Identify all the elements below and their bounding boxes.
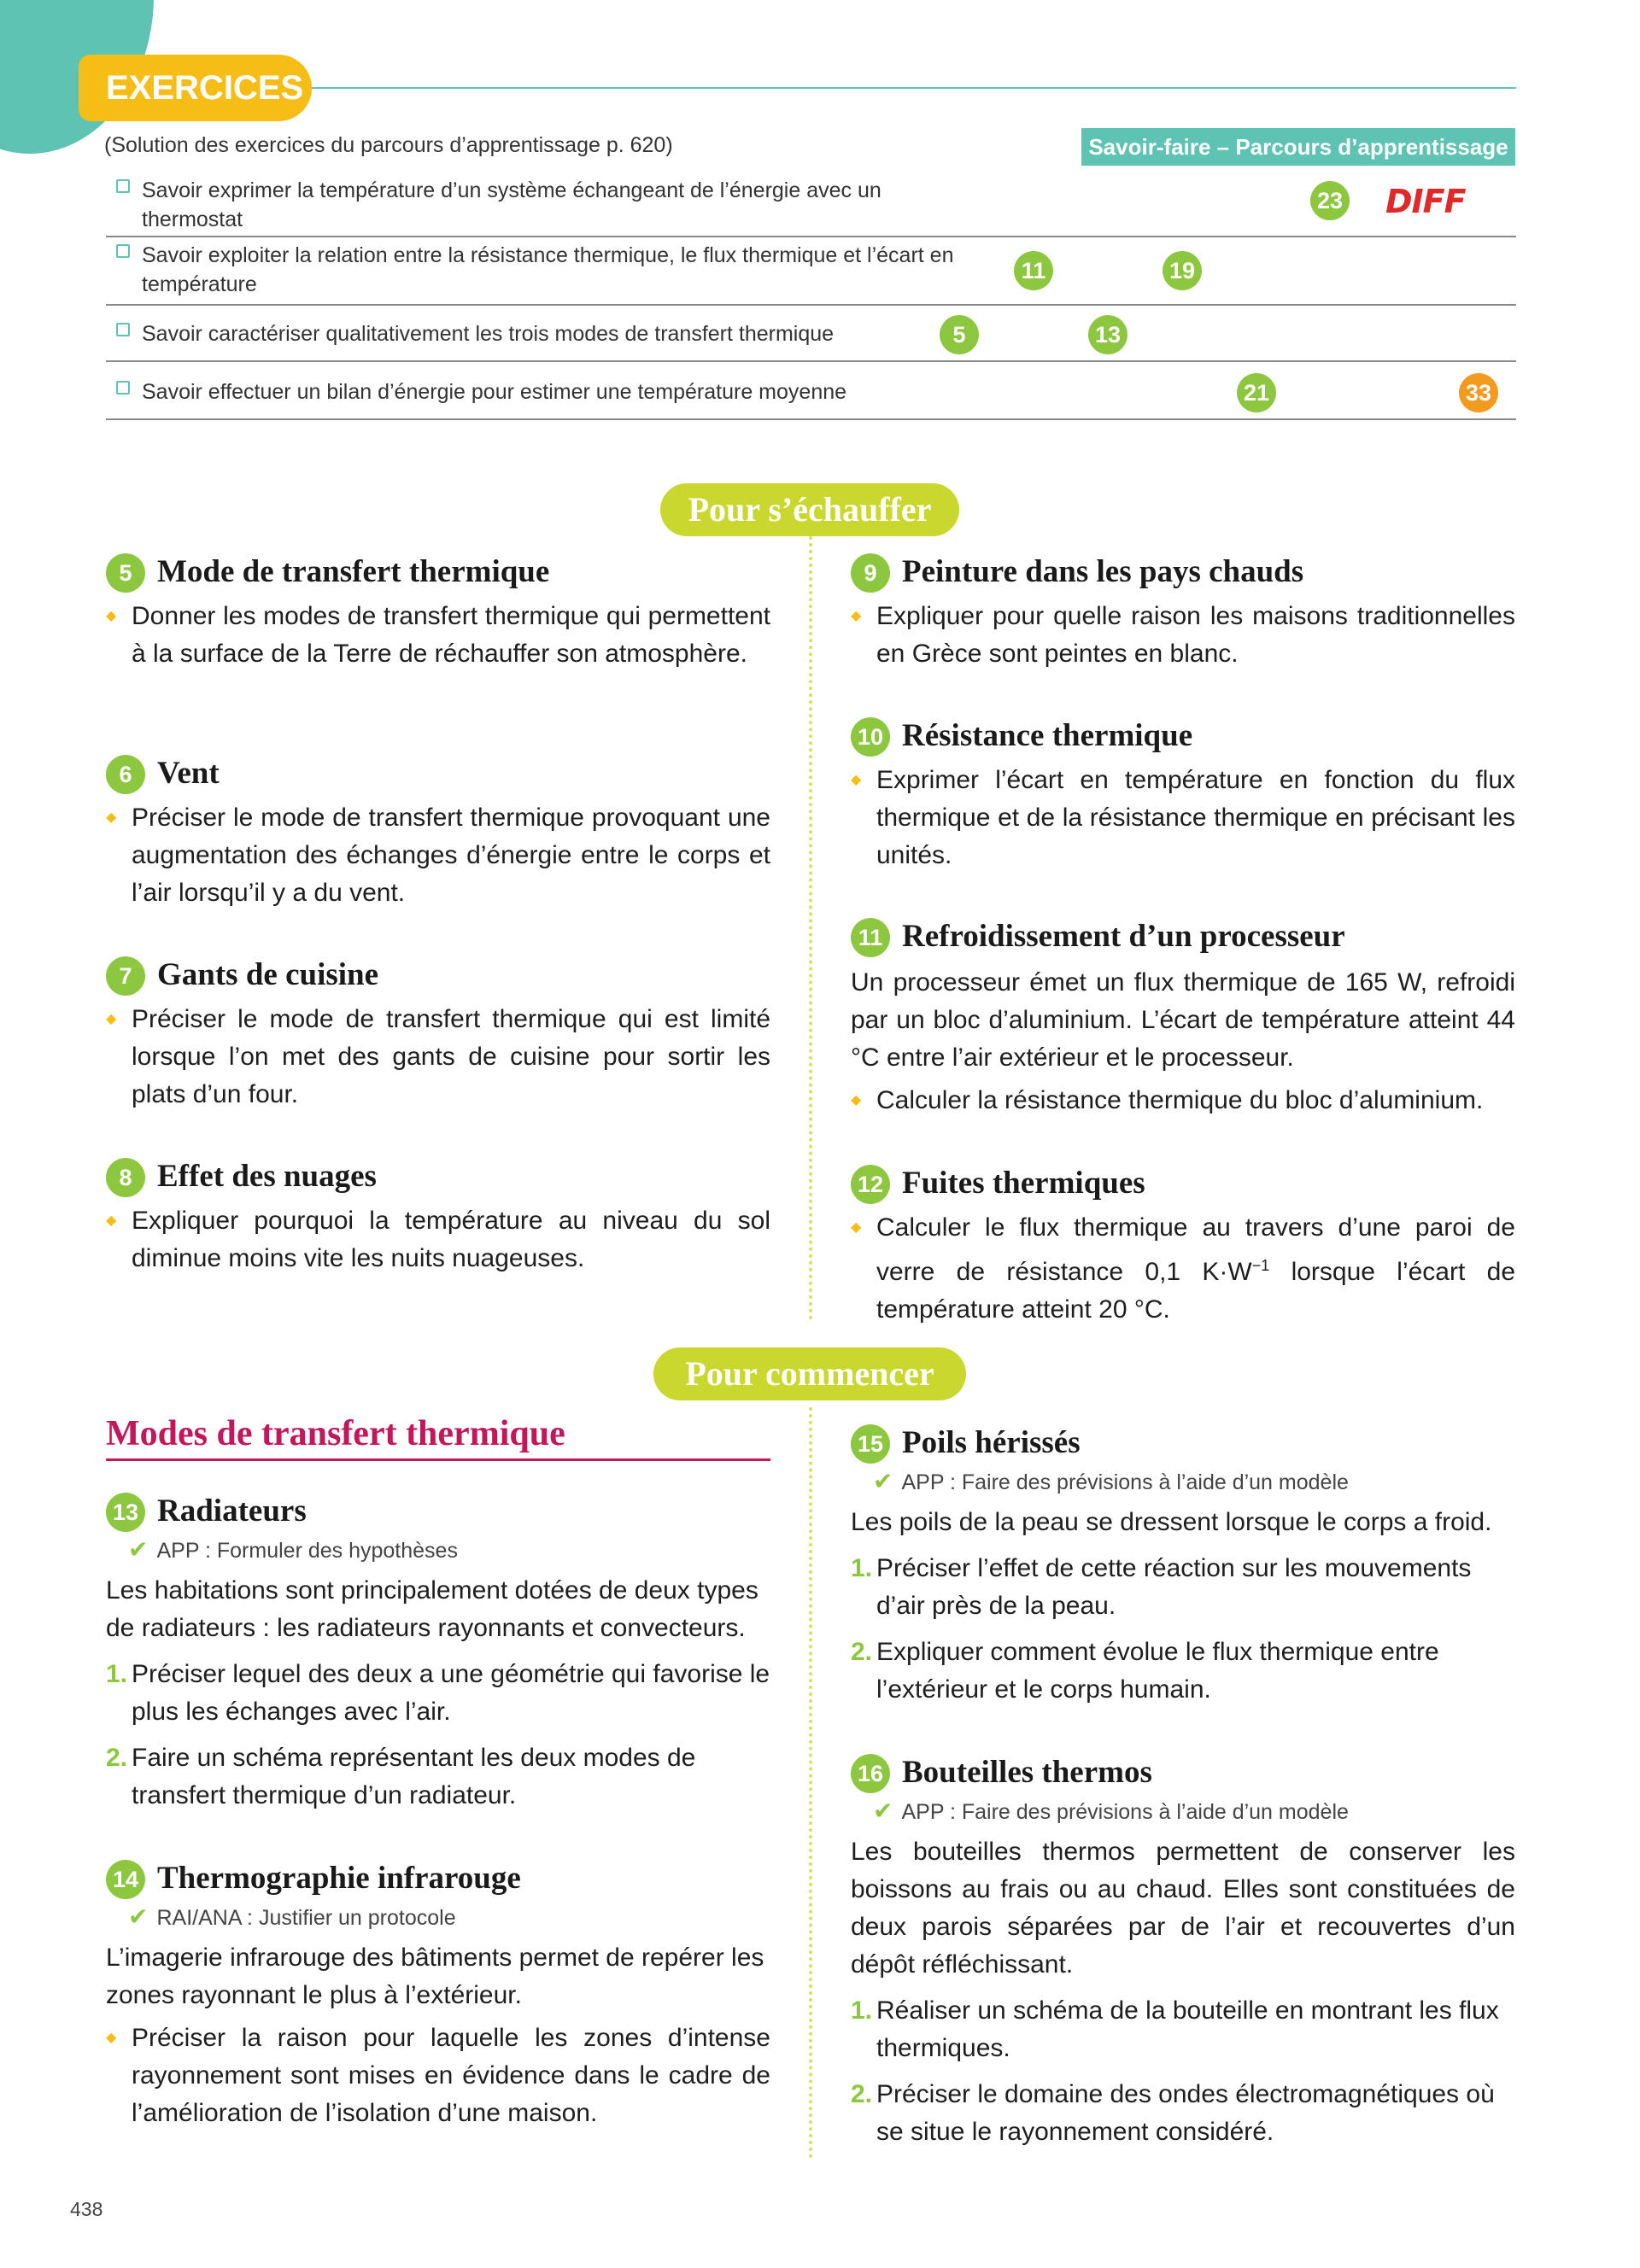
exercise-bullet: ◆ Préciser le mode de transfert thermique qui est limité lorsque l’on met des gants de cuisine pour sortir les plats d’un four. <box>106 1001 770 1114</box>
column-divider <box>809 536 812 1320</box>
numbered-item: 2. Faire un schéma représentant les deux modes de transfert thermique d’un radiateur. <box>106 1744 696 1809</box>
check-icon: ✔ <box>128 1536 149 1563</box>
exercise-link-21[interactable]: 21 <box>1237 373 1276 412</box>
exercise-8 <box>106 1156 770 1277</box>
skill-line: ✔ APP : Formuler des hypothèses <box>128 1536 458 1563</box>
skill-row <box>106 319 1516 362</box>
column-divider <box>809 1407 812 2159</box>
exercise-intro: Les habitations sont principalement dotées de deux types de radiateurs : les radiateurs rayonnants et convecteurs. <box>106 1576 758 1642</box>
check-icon: ✔ <box>873 1468 893 1494</box>
check-icon: ✔ <box>873 1797 893 1824</box>
skill-line: ✔ APP : Faire des prévisions à l’aide d’un modèle <box>873 1468 1349 1494</box>
exercise-intro: Un processeur émet un flux thermique de 165 W, refroidi par un bloc d’aluminium. L’écart de température atteint 44 °C entre l’air extérieur et le processeur. <box>851 968 1515 1072</box>
numbered-item: 2. Préciser le domaine des ondes électromagnétiques où se situe le rayonnement considéré. <box>851 2080 1495 2146</box>
skill-row <box>106 176 1516 237</box>
exercise-12 <box>851 1163 1515 1329</box>
numbered-item: 1. Préciser l’effet de cette réaction sur les mouvements d’air près de la peau. <box>851 1554 1472 1620</box>
checkbox-icon <box>116 323 130 336</box>
exercise-bullet: ◆ Donner les modes de transfert thermique qui permettent à la surface de la Terre de réchauffer son atmosphère. <box>106 598 770 673</box>
header-rule <box>312 87 1516 89</box>
exercise-bullet: ◆ Exprimer l’écart en température en fonction du flux thermique et de la résistance thermique en précisant les unités. <box>851 762 1515 874</box>
skill-text: Savoir exploiter la relation entre la résistance thermique, le flux thermique et l’écart en température <box>142 243 954 296</box>
exercise-title: Bouteilles thermos <box>902 1755 1152 1790</box>
exercise-link-33[interactable]: 33 <box>1459 373 1498 412</box>
exercise-15 <box>851 1423 1515 1709</box>
exercise-10 <box>851 716 1515 874</box>
exercise-title: Vent <box>157 756 220 791</box>
numbered-item: 2. Expliquer comment évolue le flux thermique entre l’extérieur et le corps humain. <box>851 1638 1439 1704</box>
exercise-number: 11 <box>851 918 890 957</box>
exercise-number: 16 <box>851 1754 890 1793</box>
exercise-number: 12 <box>851 1165 890 1204</box>
exercise-bullet: ◆ Expliquer pour quelle raison les maisons traditionnelles en Grèce sont peintes en blanc. <box>851 598 1515 673</box>
numbered-item: 1. Réaliser un schéma de la bouteille en montrant les flux thermiques. <box>851 1996 1499 2062</box>
savoir-faire-banner: Savoir-faire – Parcours d’apprentissage <box>1081 128 1515 166</box>
checkbox-icon <box>116 381 130 395</box>
exercise-9 <box>851 552 1515 673</box>
diff-label: DIFF <box>1385 183 1466 220</box>
exercise-link-13[interactable]: 13 <box>1088 315 1128 354</box>
subsection-title: Modes de transfert thermique <box>106 1409 770 1461</box>
exercise-bullet: ◆ Expliquer pourquoi la température au niveau du sol diminue moins vite les nuits nuageuses. <box>106 1202 770 1277</box>
exercise-number: 6 <box>106 755 145 794</box>
exercise-bullet: ◆ Calculer la résistance thermique du bloc d’aluminium. <box>851 1082 1515 1119</box>
skill-text: Savoir caractériser qualitativement les trois modes de transfert thermique <box>142 322 835 346</box>
exercise-number: 5 <box>106 553 145 593</box>
exercise-number: 13 <box>106 1493 145 1532</box>
exercise-title: Refroidissement d’un processeur <box>902 919 1345 954</box>
exercise-number: 15 <box>851 1424 890 1464</box>
exercise-title: Peinture dans les pays chauds <box>902 554 1304 589</box>
exercise-6 <box>106 753 770 912</box>
exercise-title: Radiateurs <box>157 1493 307 1529</box>
exercise-7 <box>106 955 770 1114</box>
exercise-title: Mode de transfert thermique <box>157 554 550 589</box>
exercise-number: 8 <box>106 1158 145 1197</box>
page-number: 438 <box>70 2198 103 2220</box>
exercise-14 <box>106 1858 770 2132</box>
solution-note: (Solution des exercices du parcours d’apprentissage p. 620) <box>104 133 673 157</box>
exercise-number: 10 <box>851 717 890 757</box>
skill-text: Savoir effectuer un bilan d’énergie pour estimer une température moyenne <box>142 380 847 404</box>
exercise-title: Gants de cuisine <box>157 957 379 992</box>
exercise-link-11[interactable]: 11 <box>1014 251 1053 290</box>
numbered-item: 1. Préciser lequel des deux a une géométrie qui favorise le plus les échanges avec l’air. <box>106 1660 770 1726</box>
exercise-bullet: ◆ Préciser la raison pour laquelle les zones d’intense rayonnement sont mises en évidence dans le cadre de l’amélioration de l’isolation d’une maison. <box>106 2020 770 2132</box>
exercise-bullet: ◆ Préciser le mode de transfert thermique provoquant une augmentation des échanges d’énergie entre le corps et l’air lorsqu’il y a du vent. <box>106 799 770 912</box>
exercise-title: Effet des nuages <box>157 1159 377 1194</box>
exercise-intro: Les bouteilles thermos permettent de conserver les boissons au frais ou au chaud. Elles sont constituées de deux parois séparées par de l’air et recouvertes d’un dépôt réfléchissant. <box>851 1838 1515 1979</box>
check-icon: ✔ <box>128 1903 149 1930</box>
exercices-badge: EXERCICES <box>79 55 312 121</box>
exercise-number: 14 <box>106 1860 145 1899</box>
checkbox-icon <box>116 179 130 193</box>
checkbox-icon <box>116 244 130 258</box>
exercise-16 <box>851 1752 1515 2151</box>
skill-line: ✔ RAI/ANA : Justifier un protocole <box>128 1903 456 1930</box>
exercise-link-5[interactable]: 5 <box>940 315 979 354</box>
exercise-13 <box>106 1491 770 1815</box>
exercise-link-19[interactable]: 19 <box>1163 251 1202 290</box>
exercise-title: Résistance thermique <box>902 718 1193 753</box>
skill-row <box>106 241 1516 306</box>
skill-line: ✔ APP : Faire des prévisions à l’aide d’un modèle <box>873 1797 1349 1824</box>
exercise-intro: L’imagerie infrarouge des bâtiments permet de repérer les zones rayonnant le plus à l’extérieur. <box>106 1944 764 2009</box>
exercise-link-23[interactable]: 23 <box>1310 181 1350 220</box>
section-title-pour-s-echauffer: Pour s’échauffer <box>660 483 959 536</box>
section-title-pour-commencer: Pour commencer <box>653 1347 966 1400</box>
exercise-title: Poils hérissés <box>902 1425 1081 1460</box>
exercise-intro: Les poils de la peau se dressent lorsque le corps a froid. <box>851 1508 1492 1536</box>
exercise-number: 7 <box>106 956 145 996</box>
exercise-5 <box>106 552 770 673</box>
skill-row <box>106 377 1516 420</box>
exercise-title: Thermographie infrarouge <box>157 1861 521 1896</box>
exercise-11 <box>851 916 1515 1119</box>
exercise-bullet: ◆ Calculer le flux thermique au travers d’une paroi de verre de résistance 0,1 $K\cdot W^{-1}$ lorsque l’écart de température atteint 20 °C. <box>851 1209 1515 1329</box>
skill-text: Savoir exprimer la température d’un système échangeant de l’énergie avec un thermostat <box>142 178 882 231</box>
exercise-number: 9 <box>851 553 890 593</box>
exercise-title: Fuites thermiques <box>902 1166 1145 1201</box>
